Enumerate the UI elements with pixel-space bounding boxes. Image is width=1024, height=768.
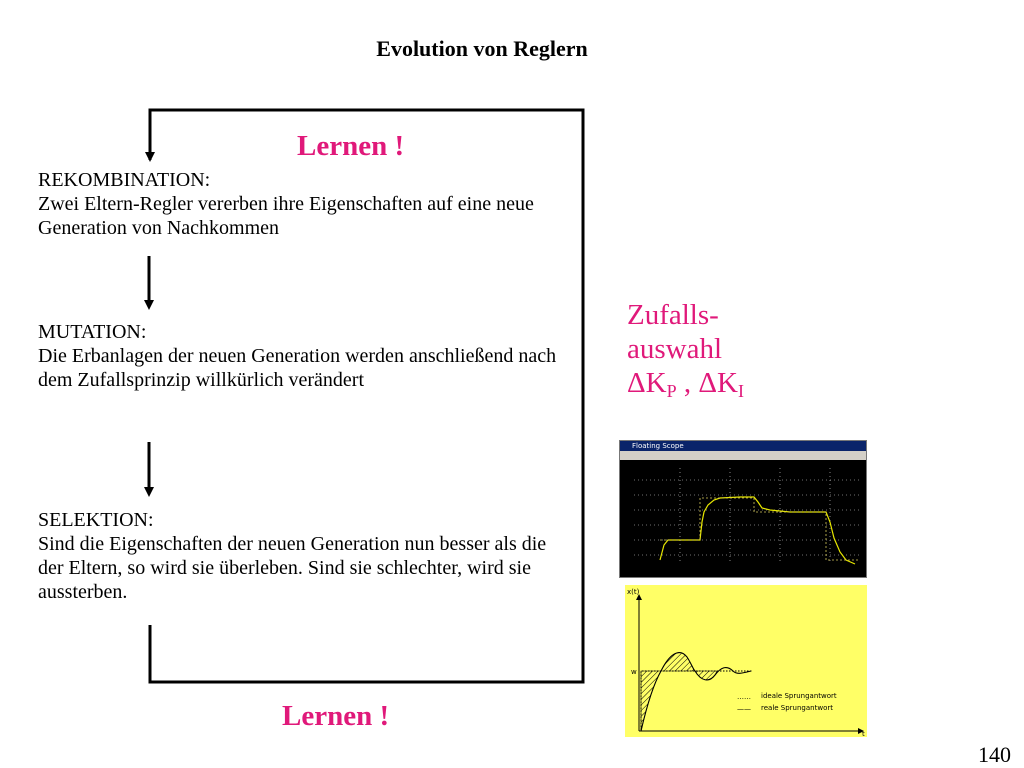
legend-ideal-label: ideale Sprungantwort — [761, 692, 837, 700]
step-text: Zwei Eltern-Regler vererben ihre Eigenschaften auf eine neue Generation von Nachkommen — [38, 193, 534, 239]
delta-symbol: Δ — [627, 367, 646, 399]
random-line-2: auswahl — [627, 333, 723, 365]
step-rekombination — [38, 168, 578, 240]
step-response-svg — [625, 585, 867, 737]
random-line-1: Zufalls- — [627, 299, 719, 331]
random-selection-label — [627, 298, 744, 408]
legend-real-marker: —— — [737, 705, 751, 713]
step-heading: SELEKTION: — [38, 509, 154, 531]
legend-real-label: reale Sprungantwort — [761, 704, 833, 712]
delta-k-formula — [627, 366, 744, 408]
real-step-response — [641, 653, 751, 731]
scope-plot — [620, 460, 866, 577]
step-heading: MUTATION: — [38, 321, 147, 343]
lernen-label-bottom: Lernen ! — [282, 700, 390, 732]
subscript-p: P — [666, 381, 677, 401]
k-symbol: K — [645, 367, 667, 399]
page-number: 140 — [978, 742, 1011, 767]
k-symbol-2: K — [717, 367, 738, 399]
x-axis-label: t — [862, 730, 865, 737]
step-text: Sind die Eigenschaften der neuen Generation nun besser als die der Eltern, so wird sie überleben. Sind sie schlechter, wird sie aussterben. — [38, 533, 547, 603]
lernen-label-top: Lernen ! — [297, 130, 405, 162]
step-selektion — [38, 508, 578, 604]
step-heading: REKOMBINATION: — [38, 169, 211, 191]
legend-ideal-marker: …… — [737, 693, 751, 701]
y-axis-label: x(t) — [627, 588, 640, 596]
slide-title: Evolution von Reglern — [376, 36, 588, 61]
setpoint-label: w — [631, 668, 637, 676]
step-text: Die Erbanlagen der neuen Generation werden anschließend nach dem Zufallsprinzip willkürlich verändert — [38, 345, 557, 391]
step-response-chart — [625, 585, 867, 737]
subscript-i: I — [737, 381, 744, 401]
step-mutation — [38, 320, 578, 392]
floating-scope-window — [619, 440, 867, 578]
delta-symbol-2: Δ — [698, 367, 718, 399]
scope-window-title: Floating Scope — [620, 441, 866, 451]
scope-toolbar — [620, 451, 866, 460]
formula-separator: , — [676, 367, 699, 399]
